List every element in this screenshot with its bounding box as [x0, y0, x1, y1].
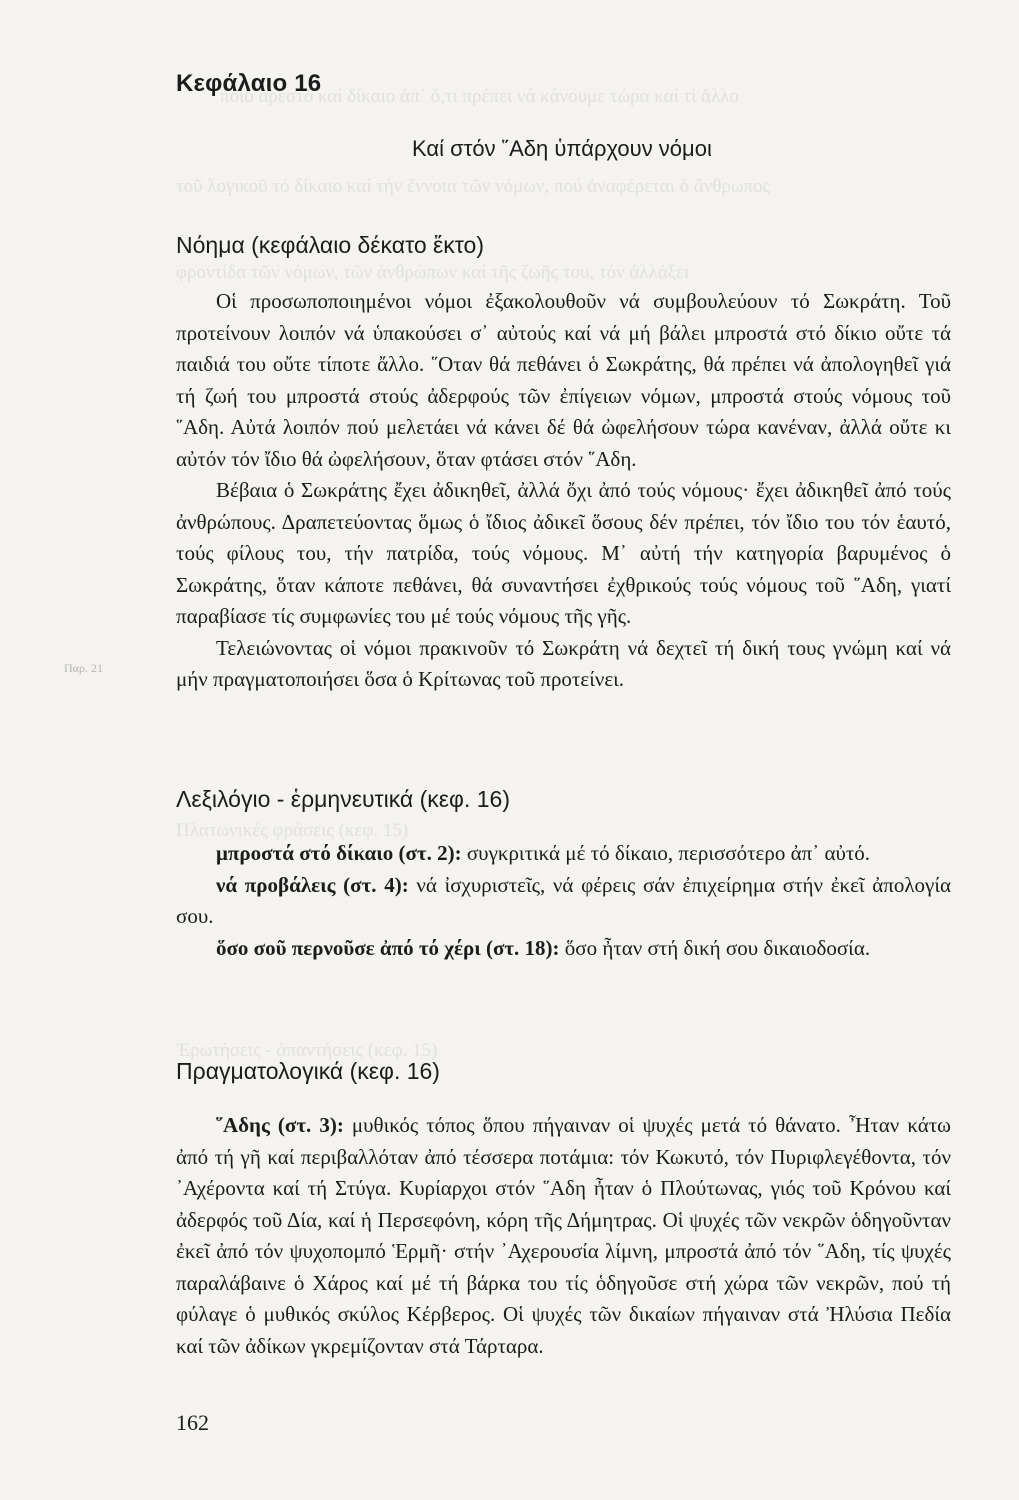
glossary-term: μπροστά στό δίκαιο (στ. 2): [216, 841, 462, 865]
meaning-body [176, 286, 951, 696]
glossary-entry [176, 933, 951, 965]
facts-term: ῞Αδης (στ. 3): [216, 1113, 344, 1137]
margin-note: Παρ. 21 [64, 661, 103, 675]
glossary-definition: νά ἰσχυριστεῖς, νά φέρεις σάν ἐπιχείρημα στήν ἐκεῖ ἀπολογία σου. [176, 872, 951, 928]
chapter-title: Καί στόν ῞Αδη ὑπάρχουν νόμοι [412, 136, 712, 161]
meaning-paragraph: Τελειώνοντας οἱ νόμοι πρακινοῦν τό Σωκράτη νά δεχτεῖ τή δική τους γνώμη καί νά μήν πραγματοποιήσει ὅσα ὁ Κρίτωνας τοῦ προτείνει. [176, 635, 951, 691]
chapter-label: Κεφάλαιο 16 [176, 70, 322, 97]
bleed-through-text: τοῦ λογικοῦ τό δίκαιο καί τήν ἔννοια τῶν νόμων, πού ἀναφέρεται ὁ ἄνθρωπος [176, 176, 771, 197]
facts-text: μυθικός τόπος ὅπου πήγαιναν οἱ ψυχές μετά τό θάνατο. Ἦταν κάτω ἀπό τή γῆ καί περιβαλλόταν ἀπό τέσσερα ποτάμια: τόν Κωκυτό, τόν Πυριφλεγέθοντα, τόν ᾽Αχέροντα καί τή Στύγα. Κυρίαρχοι στόν ῞Αδη ἦταν ὁ Πλούτωνας, γιός τοῦ Κρόνου καί ἀδερφός τοῦ Δία, καί ἡ Περσεφόνη, κόρη τῆς Δήμητρας. Οἱ ψυχές τῶν νεκρῶν ὁδηγοῦνταν ἐκεῖ ἀπό τόν ψυχοπομπό Ἑρμῆ· στήν ᾽Αχερουσία λίμνη, μπροστά ἀπό τόν ῞Αδη, τίς ψυχές παραλάβαινε ὁ Χάρος καί μέ τή βάρκα του τίς ὁδηγοῦσε στή χώρα τῶν νεκρῶν, πού τή φύλαγε ὁ μυθικός σκύλος Κέρβερος. Οἱ ψυχές τῶν δικαίων πήγαιναν στά Ἠλύσια Πεδία καί τῶν ἀδίκων γκρεμίζονταν στά Τάρταρα. [176, 1113, 951, 1358]
glossary-definition: ὅσο ἦταν στή δική σου δικαιοδοσία. [559, 935, 871, 960]
glossary-definition: συγκριτικά μέ τό δίκαιο, περισσότερο ἀπ᾽ αὐτό. [461, 841, 871, 865]
section-heading-glossary: Λεξιλόγιο - ἑρμηνευτικά (κεφ. 16) [176, 786, 510, 812]
glossary-body [176, 838, 951, 964]
section-heading-meaning: Νόημα (κεφάλαιο δέκατο ἕκτο) [176, 232, 484, 258]
bleed-through-text: Ἐρωτήσεις - ἀπαντήσεις (κεφ. 15) [176, 1040, 438, 1061]
facts-body [176, 1110, 951, 1362]
facts-entry [176, 1110, 951, 1362]
meaning-paragraph: Οἱ προσωποποιημένοι νόμοι ἐξακολουθοῦν νά συμβουλεύουν τό Σωκράτη. Τοῦ προτείνουν λοιπόν νά ὑπακούσει σ᾽ αὐτούς καί νά μή βάλει μπροστά στό δίκιο οὔτε τά παιδιά του οὔτε τίποτε ἄλλο. ῞Οταν θά πεθάνει ὁ Σωκράτης, θά πρέπει νά ἀπολογηθεῖ γιά τή ζωή του μπροστά στούς ἀδερφούς τῶν ἐπίγειων νόμων, μπροστά στούς νόμους τοῦ ῞Αδη. Αὐτά λοιπόν πού μελετάει νά κάνει δέ θά ὠφελήσουν τώρα κανέναν, ἀλλά οὔτε κι αὐτόν τόν ἴδιο θά ὠφελήσουν, ὅταν φτάσει στόν ῞Αδη. [176, 289, 951, 471]
bleed-through-text: φροντίδα τῶν νόμων, τῶν ἀνθρώπων καί τῆς ζωῆς του, τόν ἀλλάξει [176, 262, 690, 283]
glossary-entry [176, 870, 951, 933]
page-number: 162 [176, 1410, 209, 1435]
glossary-term: ὅσο σοῦ περνοῦσε ἀπό τό χέρι (στ. 18): [216, 935, 560, 960]
glossary-term: νά προβάλεις (στ. 4): [216, 872, 409, 897]
glossary-entry [176, 838, 951, 870]
bleed-through-text: Πλατωνικές φράσεις (κεφ. 15) [176, 820, 409, 841]
bleed-through-text: ποιό ἀρεστό καί δίκαιο ἀπ᾽ ὅ,τι πρέπει νά κάνουμε τώρα καί τί ἄλλο [220, 86, 739, 107]
section-heading-facts: Πραγματολογικά (κεφ. 16) [176, 1058, 440, 1084]
meaning-paragraph: Βέβαια ὁ Σωκράτης ἔχει ἀδικηθεῖ, ἀλλά ὄχι ἀπό τούς νόμους· ἔχει ἀδικηθεῖ ἀπό τούς ἀνθρώπους. Δραπετεύοντας ὅμως ὁ ἴδιος ἀδικεῖ ὅσους δέν πρέπει, τόν ἴδιο του τόν ἑαυτό, τούς φίλους του, τήν πατρίδα, τούς νόμους. Μ᾽ αὐτή τήν κατηγορία βαρυμένος ὁ Σωκράτης, ὅταν κάποτε πεθάνει, θά συναντήσει ἐχθρικούς τούς νόμους τοῦ ῞Αδη, γιατί παραβίασε τίς συμφωνίες του μέ τούς νόμους τῆς γῆς. [176, 478, 951, 628]
